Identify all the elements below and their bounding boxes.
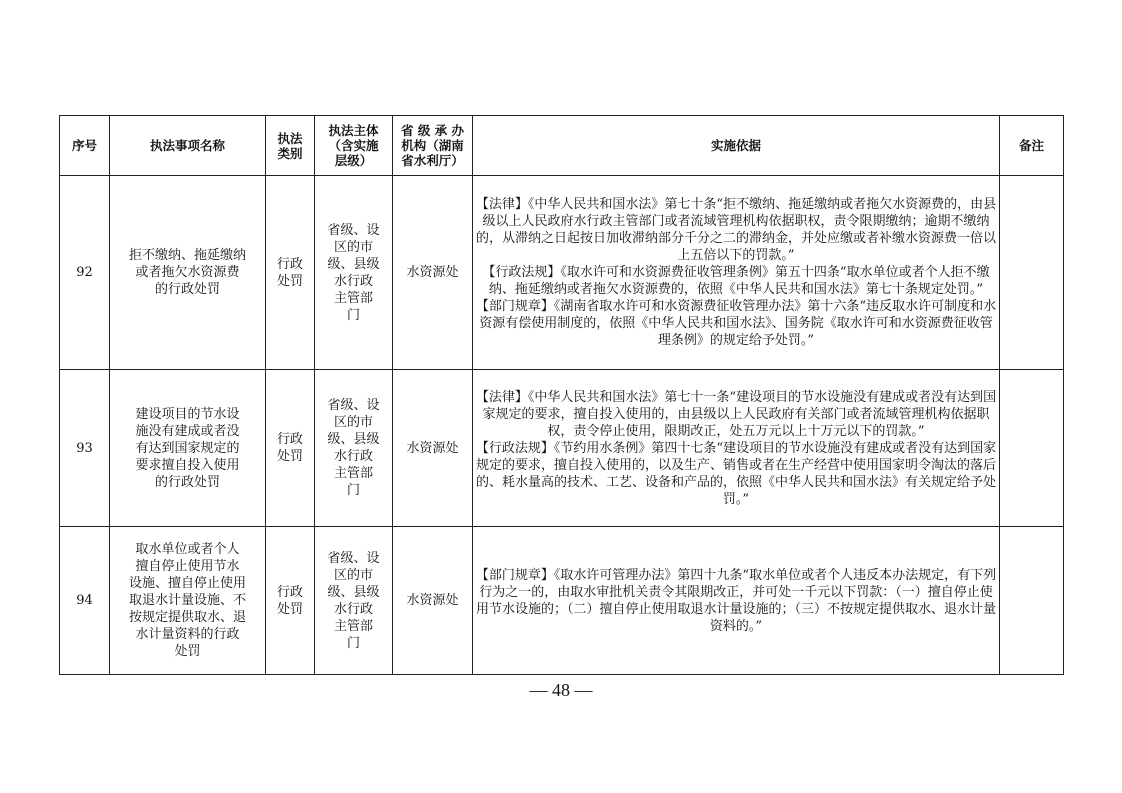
row-category: 行政 处罚 (266, 370, 315, 527)
row-basis (473, 527, 1000, 675)
row-remarks (1000, 527, 1064, 675)
row-basis (473, 176, 1000, 370)
table-row (60, 370, 1064, 527)
table-row (60, 527, 1064, 675)
basis-regulation: 【行政法规】《取水许可和水资源费征收管理条例》第五十四条“取水单位或者个人拒不缴纳、拖延缴纳或者拖欠水资源费的，依照《中华人民共和国水法》第七十条规定处罚。” (482, 265, 990, 297)
row-seq: 92 (60, 176, 110, 370)
row-category: 行政 处罚 (266, 527, 315, 675)
row-agency: 水资源处 (393, 176, 473, 370)
basis-law: 【法律】《中华人民共和国水法》第七十条“拒不缴纳、拖延缴纳或者拖欠水资源费的，由县级以上人民政府水行政主管部门或者流域管理机构依据职权，责令限期缴纳；逾期不缴纳的，从滞纳之日起按日加收滞纳部分千分之二的滞纳金，并处应缴或者补缴水资源费一倍以上五倍以下的罚款。” (475, 197, 997, 263)
row-subject: 省级、设 区的市 级、县级 水行政 主管部 门 (315, 176, 393, 370)
header-subject: 执法主体 （含实施 层级） (315, 116, 393, 176)
basis-rule: 【部门规章】《湖南省取水许可和水资源费征收管理办法》第十六条“违反取水许可制度和水资源有偿使用制度的，依照《中华人民共和国水法》、国务院《取水许可和水资源费征收管理条例》的规定给予处罚。” (475, 299, 997, 348)
basis-law: 【法律】《中华人民共和国水法》第七十一条“建设项目的节水设施没有建成或者没有达到国家规定的要求，擅自投入使用的，由县级以上人民政府有关部门或者流域管理机构依据职权，责令停止使用，限期改正，处五万元以上十万元以下的罚款。” (475, 389, 997, 439)
table-row (60, 176, 1064, 370)
row-subject: 省级、设 区的市 级、县级 水行政 主管部 门 (315, 370, 393, 527)
header-row (60, 116, 1064, 176)
header-remarks: 备注 (1000, 116, 1064, 176)
row-basis (473, 370, 1000, 527)
header-seq: 序号 (60, 116, 110, 176)
header-name: 执法事项名称 (110, 116, 266, 176)
page-number: — 48 — (529, 680, 593, 700)
basis-rule: 【部门规章】《取水许可管理办法》第四十九条“取水单位或者个人违反本办法规定，有下列行为之一的，由取水审批机关责令其限期改正，并可处一千元以下罚款：（一）擅自停止使用节水设施的；（二）擅自停止使用取退水计量设施的；（三）不按规定提供取水、退水计量资料的。” (475, 567, 997, 634)
row-remarks (1000, 176, 1064, 370)
row-item-name: 拒不缴纳、拖延缴纳 或者拖欠水资源费 的行政处罚 (110, 176, 266, 370)
header-category: 执法 类别 (266, 116, 315, 176)
basis-regulation: 【行政法规】《节约用水条例》第四十七条“建设项目的节水设施没有建成或者没有达到国家规定的要求，擅自投入使用的，以及生产、销售或者在生产经营中使用国家明令淘汰的落后的、耗水量高的技术、工艺、设备和产品的，依照《中华人民共和国水法》有关规定给予处罚。” (475, 440, 997, 507)
row-agency: 水资源处 (393, 527, 473, 675)
header-agency: 省 级 承 办 机构（湖南 省水利厅） (393, 116, 473, 176)
enforcement-table (59, 115, 1064, 675)
row-seq: 94 (60, 527, 110, 675)
row-category: 行政 处罚 (266, 176, 315, 370)
row-item-name: 取水单位或者个人 擅自停止使用节水 设施、擅自停止使用 取退水计量设施、不 按规定提供取水、退 水计量资料的行政 处罚 (110, 527, 266, 675)
row-item-name: 建设项目的节水设 施没有建成或者没 有达到国家规定的 要求擅自投入使用 的行政处罚 (110, 370, 266, 527)
row-remarks (1000, 370, 1064, 527)
row-seq: 93 (60, 370, 110, 527)
row-subject: 省级、设 区的市 级、县级 水行政 主管部 门 (315, 527, 393, 675)
row-agency: 水资源处 (393, 370, 473, 527)
header-basis: 实施依据 (473, 116, 1000, 176)
